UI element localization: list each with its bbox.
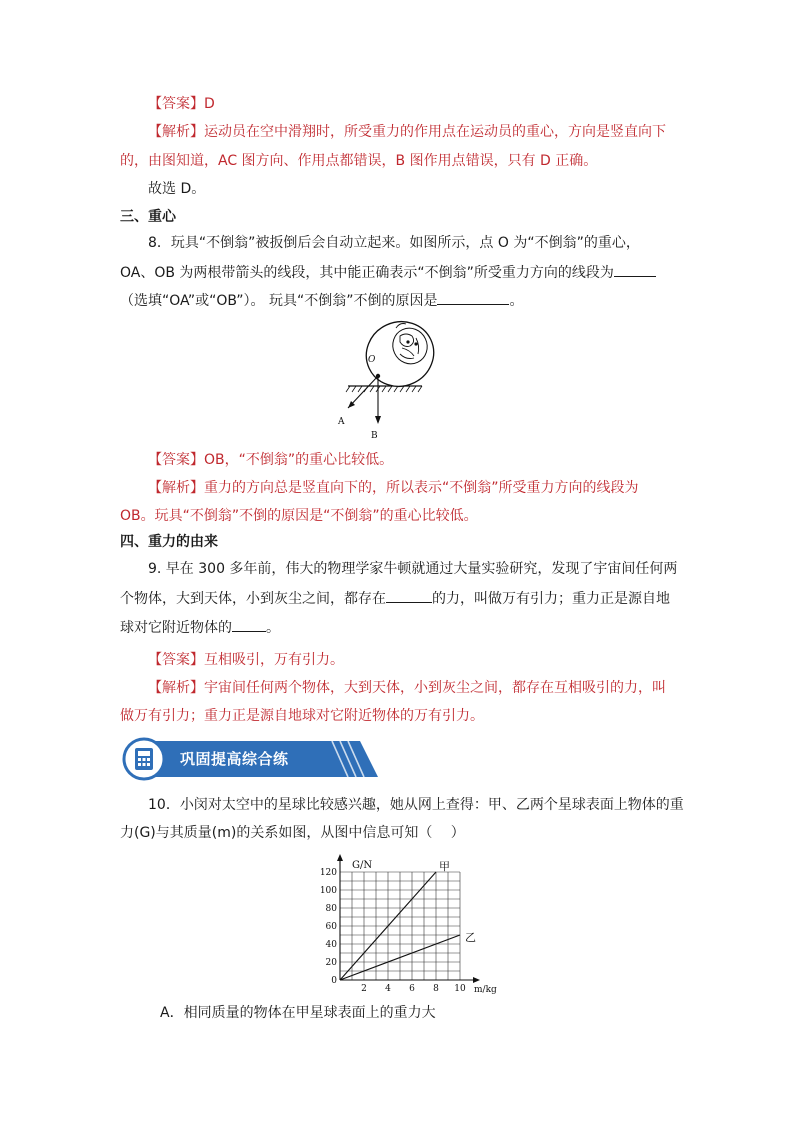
- ground-hatch: [346, 386, 422, 392]
- calculator-icon: [135, 748, 153, 770]
- q10-stem-line2: 力(G)与其质量(m)的关系如图，从图中信息可知（ ）: [120, 825, 465, 841]
- q9-analysis-line1: 【解析】宇宙间任何两个物体，大到天体，小到灰尘之间，都存在互相吸引的力，叫: [148, 680, 666, 696]
- label-a: A: [338, 417, 345, 427]
- answer-tag: 【答案】: [148, 452, 204, 468]
- x-tick-label: 8: [433, 984, 439, 994]
- q7-conclusion: 故选 D。: [148, 181, 206, 197]
- q9-stem-line1: 9. 早在 300 多年前，伟大的物理学家牛顿就通过大量实验研究，发现了宇宙间任何两: [148, 561, 678, 577]
- x-tick-label: 4: [385, 984, 391, 994]
- series-label-jia: 甲: [439, 860, 450, 873]
- label-o: O: [368, 355, 376, 365]
- answer-blank: [386, 588, 432, 603]
- q7-analysis-line1: 【解析】运动员在空中滑翔时，所受重力的作用点在运动员的重心，方向是竖直向下: [148, 124, 666, 140]
- q10-stem-line1: 10．小闵对太空中的星球比较感兴趣，她从网上查得：甲、乙两个星球表面上物体的重: [148, 797, 684, 813]
- y-axis-arrow: [337, 854, 343, 861]
- gravity-mass-chart: [310, 850, 510, 1000]
- chart-axes: [337, 854, 497, 995]
- y-tick-label: 80: [325, 904, 337, 914]
- q9-analysis-line2: 做万有引力；重力正是源自地球对它附近物体的万有引力。: [120, 708, 484, 724]
- chart-grid: [340, 872, 460, 980]
- answer-tag: 【答案】: [148, 96, 204, 112]
- q8-stem-line2: OA、OB 为两根带箭头的线段，其中能正确表示“不倒翁”所受重力方向的线段为: [120, 262, 656, 283]
- q8-answer-line: [148, 450, 393, 470]
- x-axis-arrow: [473, 977, 480, 983]
- q9-stem-line2: 个物体，大到天体，小到灰尘之间，都存在 的力，叫做万有引力；重力正是源自地: [120, 588, 670, 609]
- x-axis-label: m/kg: [474, 985, 497, 995]
- q8-answer: OB，“不倒翁”的重心比较低。: [204, 452, 394, 468]
- q8-stem-line1: 8．玩具“不倒翁”被扳倒后会自动立起来。如图所示，点 O 为“不倒翁”的重心，: [148, 235, 640, 251]
- section-title-3: 三、重心: [120, 209, 176, 225]
- y-tick-label: 120: [319, 868, 337, 878]
- analysis-tag: 【解析】: [148, 124, 204, 140]
- q8-stem-line3: （选填“OA”或“OB”）。 玩具“不倒翁”不倒的原因是 。: [120, 290, 523, 311]
- y-tick-label: 20: [325, 958, 337, 968]
- y-tick-label: 60: [325, 922, 337, 932]
- q8-analysis-line1: 【解析】重力的方向总是竖直向下的，所以表示“不倒翁”所受重力方向的线段为: [148, 480, 639, 496]
- y-tick-label: 100: [319, 886, 337, 896]
- y-tick-label: 0: [331, 976, 337, 986]
- answer-tag: 【答案】: [148, 652, 204, 668]
- tumbler-figure: [330, 318, 450, 442]
- q9-answer-line: [148, 650, 344, 670]
- x-tick-label: 2: [361, 984, 367, 994]
- q7-analysis-line2: 的，由图知道，AC 图方向、作用点都错误，B 图作用点错误，只有 D 正确。: [120, 153, 598, 169]
- analysis-tag: 【解析】: [148, 680, 204, 696]
- q9-stem-line3: 球对它附近物体的 。: [120, 617, 280, 638]
- x-tick-label: 6: [409, 984, 415, 994]
- banner-title: 巩固提高综合练: [180, 750, 289, 768]
- chart-ticks: [320, 868, 466, 994]
- section-title-4: 四、重力的由来: [120, 534, 218, 550]
- section-banner: [122, 737, 378, 781]
- q8-analysis-line2: OB。玩具“不倒翁”不倒的原因是“不倒翁”的重心比较低。: [120, 508, 478, 524]
- q7-answer-line: [148, 94, 215, 114]
- arrow-ob-head: [375, 416, 381, 424]
- q7-answer: D: [204, 96, 215, 112]
- series-label-yi: 乙: [465, 931, 476, 944]
- y-tick-label: 40: [325, 940, 337, 950]
- answer-blank: [614, 262, 656, 277]
- q9-answer: 互相吸引，万有引力。: [204, 652, 344, 668]
- answer-blank: [232, 617, 266, 632]
- analysis-tag: 【解析】: [148, 480, 204, 496]
- y-axis-label: G/N: [352, 860, 373, 871]
- x-tick-label: 10: [454, 984, 466, 994]
- answer-blank: [437, 290, 509, 305]
- q10-option-a: A．相同质量的物体在甲星球表面上的重力大: [160, 1005, 436, 1021]
- label-b: B: [371, 431, 378, 441]
